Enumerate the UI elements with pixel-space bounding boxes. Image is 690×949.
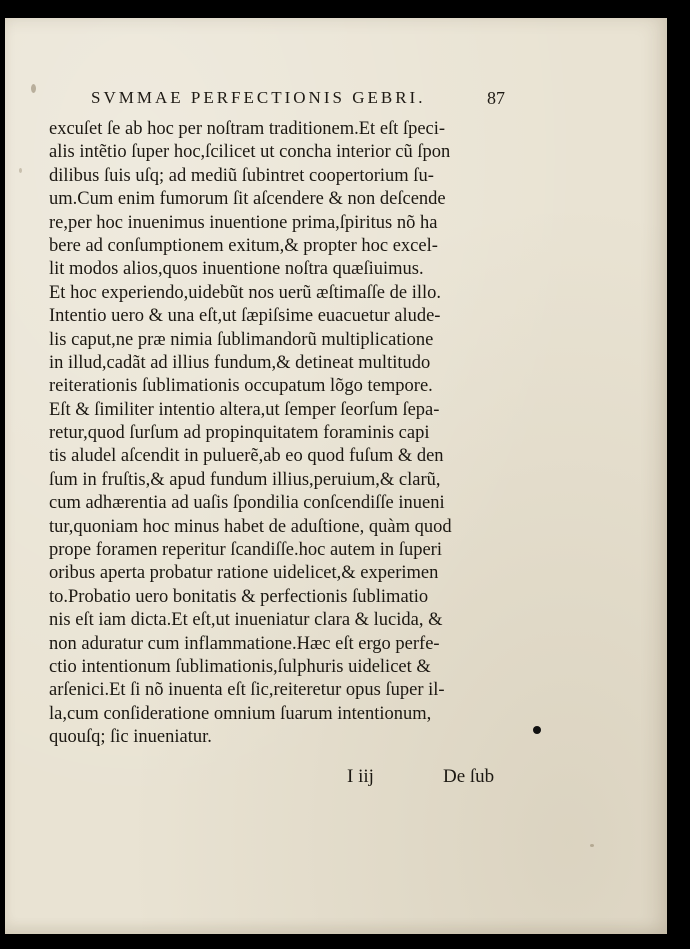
text-line: alis intẽtio ſuper hoc,ſcilicet ut concha interior cũ ſpon [49,142,451,163]
text-line: quouſq; ſic inueniatur. [49,727,212,748]
text-line: arſenici.Et ſi nõ inuenta eſt ſic,reiteretur opus ſuper il- [49,680,445,701]
paper-stain [590,844,594,847]
text-line: prope foramen reperitur ſcandiſſe.hoc autem in ſuperi [49,540,442,561]
text-line: tur,quoniam hoc minus habet de aduſtione, quàm quod [49,516,452,537]
text-line: tis aludel aſcendit in puluerẽ,ab eo quod fuſum & den [49,446,444,467]
text-line: nis eſt iam dicta.Et eſt,ut inueniatur clara & lucida, & [49,610,443,631]
text-line: lit modos alios,quos inuentione noſtra quæſiuimus. [49,259,424,280]
page-number: 87 [487,88,505,108]
ink-blot [533,726,541,734]
text-line: Intentio uero & una eſt,ut ſæpiſsime euacuetur alude- [49,306,441,327]
text-line: Et hoc experiendo,uidebũt nos uerũ æſtimaſſe de illo. [49,282,442,303]
text-line: la,cum conſideratione omnium ſuarum intentionum, [49,703,432,724]
book-page [5,18,667,934]
text-line: dilibus ſuis uſq; ad mediũ ſubintret coopertorium ſu- [49,165,434,186]
paper-stain [31,84,36,93]
signature-mark: I iij [347,766,374,787]
body-text [49,118,519,750]
text-line: um.Cum enim fumorum ſit aſcendere & non deſcende [49,189,446,210]
text-line: oribus aperta probatur ratione uidelicet,& experimen [49,563,439,584]
running-head: SVMMAE PERFECTIONIS GEBRI. [91,88,426,107]
text-line: to.Probatio uero bonitatis & perfectionis ſublimatio [49,586,429,607]
text-line: Eſt & ſimiliter intentio altera,ut ſemper ſeorſum ſepa- [49,399,440,420]
text-line: excuſet ſe ab hoc per noſtram traditionem.Et eſt ſpeci- [49,119,446,139]
text-line: ctio intentionum ſublimationis,ſulphuris uidelicet & [49,656,431,677]
text-line: lis caput,ne præ nimia ſublimandorũ multiplicatione [49,329,434,350]
text-line: ſum in fruſtis,& apud fundum illius,peruium,& clarũ, [49,469,441,490]
text-line: bere ad conſumptionem exitum,& propter hoc excel- [49,235,438,256]
text-line: in illud,cadãt ad illius fundum,& detineat multitudo [49,352,431,373]
text-line: retur,quod ſurſum ad propinquitatem foraminis capi [49,423,430,444]
text-line: re,per hoc inuenimus inuentione prima,ſpiritus nõ ha [49,212,438,233]
paper-stain [19,168,22,173]
text-line: cum adhærentia ad uaſis ſpondilia conſcendiſſe inueni [49,493,445,514]
catchword: De ſub [443,766,495,787]
text-line: non aduratur cum inflammatione.Hæc eſt ergo perfe- [49,633,440,654]
text-line: reiterationis ſublimationis occupatum lõgo tempore. [49,376,433,397]
